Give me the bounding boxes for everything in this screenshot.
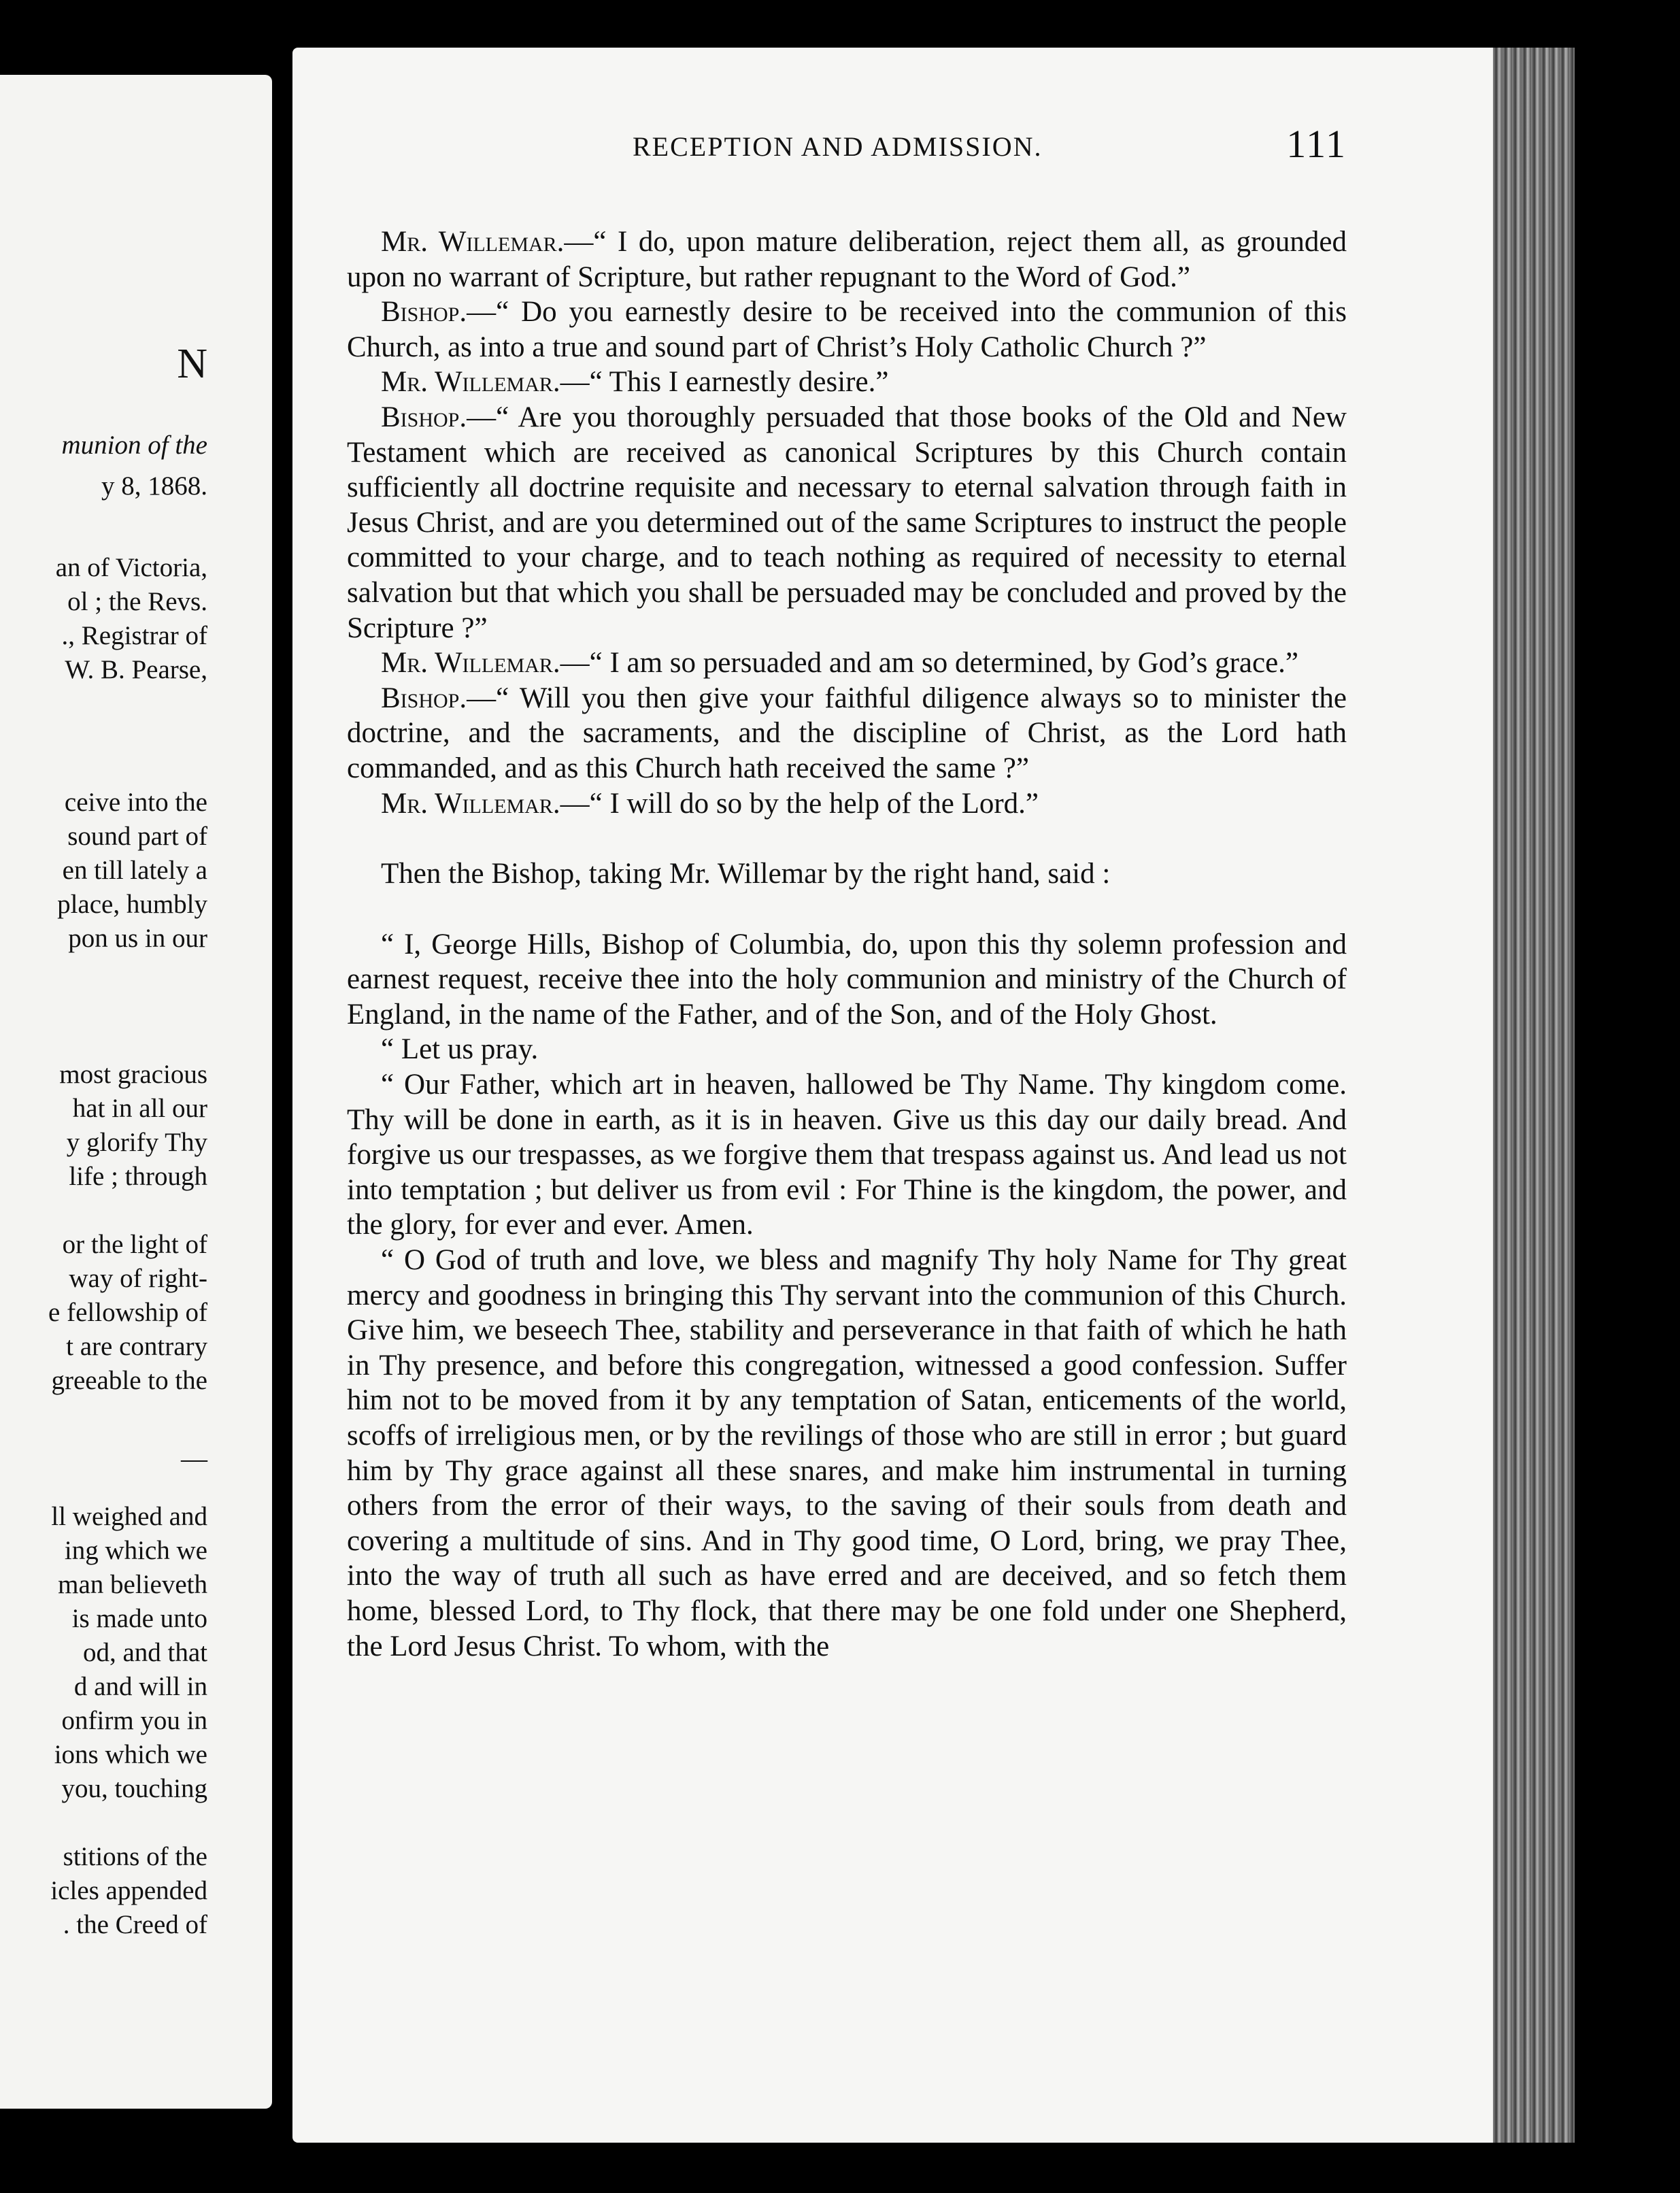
left-page-line: ing which we [64,1536,207,1565]
left-page-line: sound part of [67,822,207,851]
paragraph-text: —“ Will you then give your faithful diligence always so to minister the doctrine, and the sacraments, and the discipline of Christ, as the Lord hath commanded, and as this Church hath received the same ?” [347,682,1347,784]
paragraph-text: —“ Are you thoroughly persuaded that those books of the Old and New Testament which are received as canonical Scriptures by this Church contain sufficiently all doctrine requisite and necessary to eternal salvation through faith in Jesus Christ, and are you determined out of the same Scriptures to instruct the people committed to your charge, and to teach nothing as required of necessity to eternal salvation but that which you shall be persuaded may be concluded and proved by the Scripture ?” [347,401,1347,644]
paragraph-text: —“ I will do so by the help of the Lord.” [560,787,1039,820]
left-page-line: ions which we [54,1740,207,1769]
left-page-line: y 8, 1868. [101,471,207,501]
left-page-line: d and will in [73,1672,207,1701]
speaker-name: Mr. Willemar. [381,787,560,820]
paragraph [347,927,1347,1033]
left-page-line: od, and that [82,1638,207,1667]
left-page-line: an of Victoria, [55,553,207,582]
left-page-line: ., Registrar of [61,621,207,650]
paragraph [347,681,1347,786]
speaker-name: Mr. Willemar. [381,366,560,399]
left-page-line: t are contrary [66,1332,207,1361]
paragraph [347,786,1347,822]
left-page-line: ll weighed and [51,1502,207,1531]
paragraph [347,224,1347,295]
left-page-line: ol ; the Revs. [67,587,207,616]
left-page-line: man believeth [58,1570,207,1599]
left-page-line: y glorify Thy [66,1128,207,1157]
left-page-line: is made unto [71,1604,207,1633]
paragraph [347,365,1347,400]
paragraph-text: “ I, George Hills, Bishop of Columbia, do, upon this thy solemn profession and earnest request, receive thee into the holy communion and ministry of the Church of England, in the name of the Father, and of the Son, and of the Holy Ghost. [347,928,1347,1031]
paragraph [347,400,1347,646]
speaker-name: Mr. Willemar. [381,226,565,258]
paragraph-text: —“ This I earnestly desire.” [560,366,889,399]
left-page-line: — [181,1444,207,1473]
left-page-line: en till lately a [62,856,207,885]
left-page-line: W. B. Pearse, [65,655,207,684]
left-page-line: . the Creed of [63,1910,207,1939]
speaker-name: Bishop. [381,296,467,329]
left-page-line: pon us in our [68,924,207,953]
paragraph-text: “ Our Father, which art in heaven, hallowed be Thy Name. Thy kingdom come. Thy will be done in earth, as it is in heaven. Give us this day our daily bread. And forgive us our trespasses, as we forgive them that trespass against us. And lead us not into temptation ; but deliver us from evil : For Thine is the kingdom, the power, and the glory, for ever and ever. Amen. [347,1069,1347,1241]
paragraph-text: —“ I do, upon mature deliberation, reject them all, as grounded upon no warrant of Scripture, but rather repugnant to the Word of God.” [347,226,1347,293]
left-page-line: greeable to the [51,1366,207,1395]
left-page-line: life ; through [69,1162,207,1191]
paragraph [347,856,1347,892]
speaker-name: Mr. Willemar. [381,647,560,680]
page-number: 111 [1286,122,1347,166]
left-page-line: N [177,341,207,387]
left-page-line: e fellowship of [48,1298,207,1327]
left-page-line: or the light of [62,1230,207,1259]
left-page-line: hat in all our [72,1094,207,1123]
paragraph [347,1067,1347,1243]
running-head [340,121,1347,169]
paragraph-text: “ Let us pray. [381,1033,539,1066]
left-page-line: munion of the [61,431,207,460]
paragraph-text: “ O God of truth and love, we bless and magnify Thy holy Name for Thy great mercy and goodness in bringing this Thy servant into the communion of this Church. Give him, we beseech Thee, stability and perseverance in that faith of which he hath in Thy presence, and before this congregation, witnessed a good confession. Suffer him not to be moved from it by any temptation of Satan, enticements of the world, scoffs of irreligious men, or by the revilings of those who are still in error ; but guard him by Thy grace against all these snares, and make him instrumental in turning others from the error of their ways, to the saving of their souls from death and covering a multitude of sins. And in Thy good time, O Lord, bring, we pray Thee, into the way of truth all such as have erred and are deceived, and so fetch them home, blessed Lord, to Thy flock, that there may be one fold under one Shepherd, the Lord Jesus Christ. To whom, with the [347,1244,1347,1662]
paragraph [347,1243,1347,1664]
speaker-name: Bishop. [381,682,467,714]
paragraph [347,295,1347,365]
left-page [0,75,272,2109]
paragraph-text: —“ Do you earnestly desire to be received into the communion of this Church, as into a true and sound part of Christ’s Holy Catholic Church ?” [347,296,1347,363]
running-head-title: RECEPTION AND ADMISSION. [633,131,1043,162]
left-page-line: place, humbly [57,890,207,919]
paragraph-text: —“ I am so persuaded and am so determined, by God’s grace.” [560,647,1299,680]
body-text [347,224,1347,1664]
left-page-line: you, touching [61,1774,207,1803]
paragraph-text: Then the Bishop, taking Mr. Willemar by the right hand, said : [381,858,1111,890]
left-page-line: onfirm you in [61,1706,207,1735]
paragraph [347,1032,1347,1067]
left-page-line: most gracious [59,1060,207,1089]
paragraph [347,646,1347,681]
page-edge [1493,48,1575,2143]
left-page-line: stitions of the [63,1842,207,1871]
left-page-line: way of right- [69,1264,207,1293]
speaker-name: Bishop. [381,401,467,433]
left-page-line: ceive into the [64,788,207,817]
left-page-line: icles appended [50,1876,207,1905]
